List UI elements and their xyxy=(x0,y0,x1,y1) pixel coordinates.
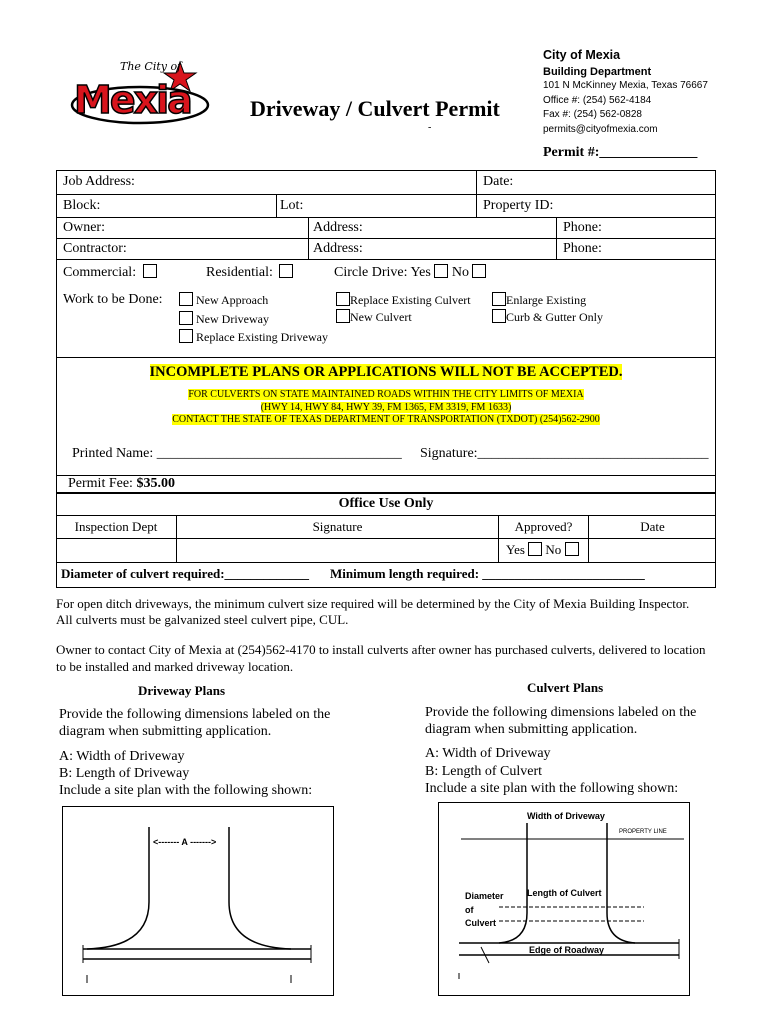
curb-checkbox[interactable] xyxy=(492,309,506,323)
block-field[interactable]: Block: xyxy=(63,198,101,213)
approved-yes-label: Yes xyxy=(506,542,525,557)
min-length-field[interactable]: Minimum length required: _________________________ xyxy=(330,566,645,581)
residential-label: Residential: xyxy=(206,265,273,280)
new-approach-checkbox[interactable] xyxy=(179,292,193,306)
replace-culvert-option xyxy=(336,292,471,308)
replace-driveway-checkbox[interactable] xyxy=(179,329,193,343)
property-id-field[interactable]: Property ID: xyxy=(483,198,554,213)
fee-label: Permit Fee: xyxy=(68,476,133,491)
logo-big-text: Mexia xyxy=(74,78,191,122)
dept-email: permits@cityofmexia.com xyxy=(543,123,658,135)
culvert-plans-heading: Culvert Plans xyxy=(527,680,604,695)
curb-label: Curb & Gutter Only xyxy=(506,310,603,324)
work-label: Work to be Done: xyxy=(63,292,163,307)
contractor-field[interactable]: Contractor: xyxy=(63,241,127,256)
curb-option xyxy=(492,309,603,325)
dimension-a-label: <------- A -------> xyxy=(153,837,217,847)
approved-header: Approved? xyxy=(514,519,573,534)
owner-phone-field[interactable]: Phone: xyxy=(563,220,602,235)
notice-line-3: CONTACT THE STATE OF TEXAS DEPARTMENT OF TRANSPORTATION (TXDOT) (254)562-2900 xyxy=(172,414,600,425)
replace-culvert-label: Replace Existing Culvert xyxy=(350,293,471,307)
enlarge-label: Enlarge Existing xyxy=(506,293,587,307)
diameter-label-1: Diameter xyxy=(465,891,504,901)
notice-main: INCOMPLETE PLANS OR APPLICATIONS WILL NOT BE ACCEPTED. xyxy=(149,364,623,380)
page-title: Driveway / Culvert Permit xyxy=(250,96,500,121)
city-logo xyxy=(68,58,210,128)
driveway-plans-heading: Driveway Plans xyxy=(138,683,226,698)
dept-name: City of Mexia xyxy=(543,48,621,62)
notice-line-1: FOR CULVERTS ON STATE MAINTAINED ROADS WITHIN THE CITY LIMITS OF MEXIA xyxy=(188,389,584,400)
contractor-phone-field[interactable]: Phone: xyxy=(563,241,602,256)
commercial-option xyxy=(63,264,157,281)
driveway-a: A: Width of Driveway xyxy=(59,749,185,764)
new-approach-option xyxy=(179,292,268,308)
commercial-label: Commercial: xyxy=(63,265,137,280)
property-line-label: PROPERTY LINE xyxy=(619,829,667,835)
paragraph-open-ditch: For open ditch driveways, the minimum culvert size required will be determined by the City of Mexia Building Inspector. All culverts must be galvanized steel culvert pipe, CUL. xyxy=(56,596,690,627)
circle-drive-option xyxy=(334,264,486,281)
approved-no-checkbox[interactable] xyxy=(565,542,579,556)
circle-drive-label: Circle Drive: Yes xyxy=(334,265,431,280)
width-of-driveway-label: Width of Driveway xyxy=(527,811,605,821)
diameter-label-2: of xyxy=(465,905,474,915)
diameter-label-3: Culvert xyxy=(465,918,497,928)
diameter-field[interactable]: Diameter of culvert required:_____________ xyxy=(61,566,310,581)
driveway-diagram-drawing xyxy=(63,807,333,995)
driveway-b: B: Length of Driveway xyxy=(59,766,190,781)
dept-address: 101 N McKinney Mexia, Texas 76667 xyxy=(543,80,708,91)
signature-field[interactable]: Signature:_________________________________ xyxy=(420,446,709,461)
new-driveway-option xyxy=(179,311,269,327)
replace-driveway-label: Replace Existing Driveway xyxy=(196,330,328,344)
inspection-header: Inspection Dept xyxy=(74,519,158,534)
signature-header: Signature xyxy=(312,519,363,534)
residential-checkbox[interactable] xyxy=(279,264,293,278)
title-dash: - xyxy=(428,122,432,133)
dept-sub: Building Department xyxy=(543,65,652,78)
owner-field[interactable]: Owner: xyxy=(63,220,105,235)
culvert-b: B: Length of Culvert xyxy=(425,764,543,779)
culvert-a: A: Width of Driveway xyxy=(425,746,551,761)
enlarge-option xyxy=(492,292,586,308)
date-field[interactable]: Date: xyxy=(483,174,514,189)
circle-no-checkbox[interactable] xyxy=(472,264,486,278)
replace-culvert-checkbox[interactable] xyxy=(336,292,350,306)
driveway-plans-intro: Provide the following dimensions labeled on the diagram when submitting application. xyxy=(59,707,331,739)
new-approach-label: New Approach xyxy=(196,293,269,307)
circle-no-label: No xyxy=(451,265,469,280)
length-of-culvert-label: Length of Culvert xyxy=(527,888,602,898)
approved-no-label: No xyxy=(545,542,562,557)
new-culvert-checkbox[interactable] xyxy=(336,309,350,323)
approved-options xyxy=(506,542,579,558)
department-info xyxy=(543,48,708,137)
job-address-field[interactable]: Job Address: xyxy=(63,174,135,189)
owner-address-field[interactable]: Address: xyxy=(313,220,363,235)
dept-office: Office #: (254) 562-4184 xyxy=(543,94,652,106)
office-use-title: Office Use Only xyxy=(338,496,434,511)
commercial-checkbox[interactable] xyxy=(143,264,157,278)
replace-driveway-option xyxy=(179,329,328,345)
residential-option xyxy=(206,264,293,281)
paragraph-owner-contact: Owner to contact City of Mexia at (254)562-4170 to install culverts after owner has purchased culverts, delivered to location to be installed and marked driveway location. xyxy=(56,642,706,674)
driveway-site: Include a site plan with the following shown: xyxy=(59,783,313,798)
circle-yes-checkbox[interactable] xyxy=(434,264,448,278)
enlarge-checkbox[interactable] xyxy=(492,292,506,306)
new-driveway-label: New Driveway xyxy=(196,312,269,326)
notice-line-2: (HWY 14, HWY 84, HWY 39, FM 1365, FM 3319, FM 1633) xyxy=(260,401,512,413)
printed-name-field[interactable]: Printed Name: ___________________________________ xyxy=(72,446,402,461)
dept-fax: Fax #: (254) 562-0828 xyxy=(543,109,642,120)
culvert-diagram xyxy=(438,802,690,996)
new-culvert-label: New Culvert xyxy=(350,310,412,324)
new-culvert-option xyxy=(336,309,412,325)
new-driveway-checkbox[interactable] xyxy=(179,311,193,325)
lot-field[interactable]: Lot: xyxy=(280,198,304,213)
approved-yes-checkbox[interactable] xyxy=(528,542,542,556)
date-header: Date xyxy=(640,519,665,534)
edge-of-roadway-label: Edge of Roadway xyxy=(529,945,605,955)
permit-fee xyxy=(68,476,175,492)
driveway-diagram xyxy=(62,806,334,996)
culvert-site: Include a site plan with the following shown: xyxy=(425,781,679,796)
permit-number[interactable]: Permit #:______________ xyxy=(543,145,698,160)
logo-small-text: The City of xyxy=(120,60,182,73)
contractor-address-field[interactable]: Address: xyxy=(313,241,363,256)
fee-value: $35.00 xyxy=(136,476,175,491)
culvert-plans-intro: Provide the following dimensions labeled on the diagram when submitting application. xyxy=(425,705,697,737)
notice xyxy=(56,364,716,427)
